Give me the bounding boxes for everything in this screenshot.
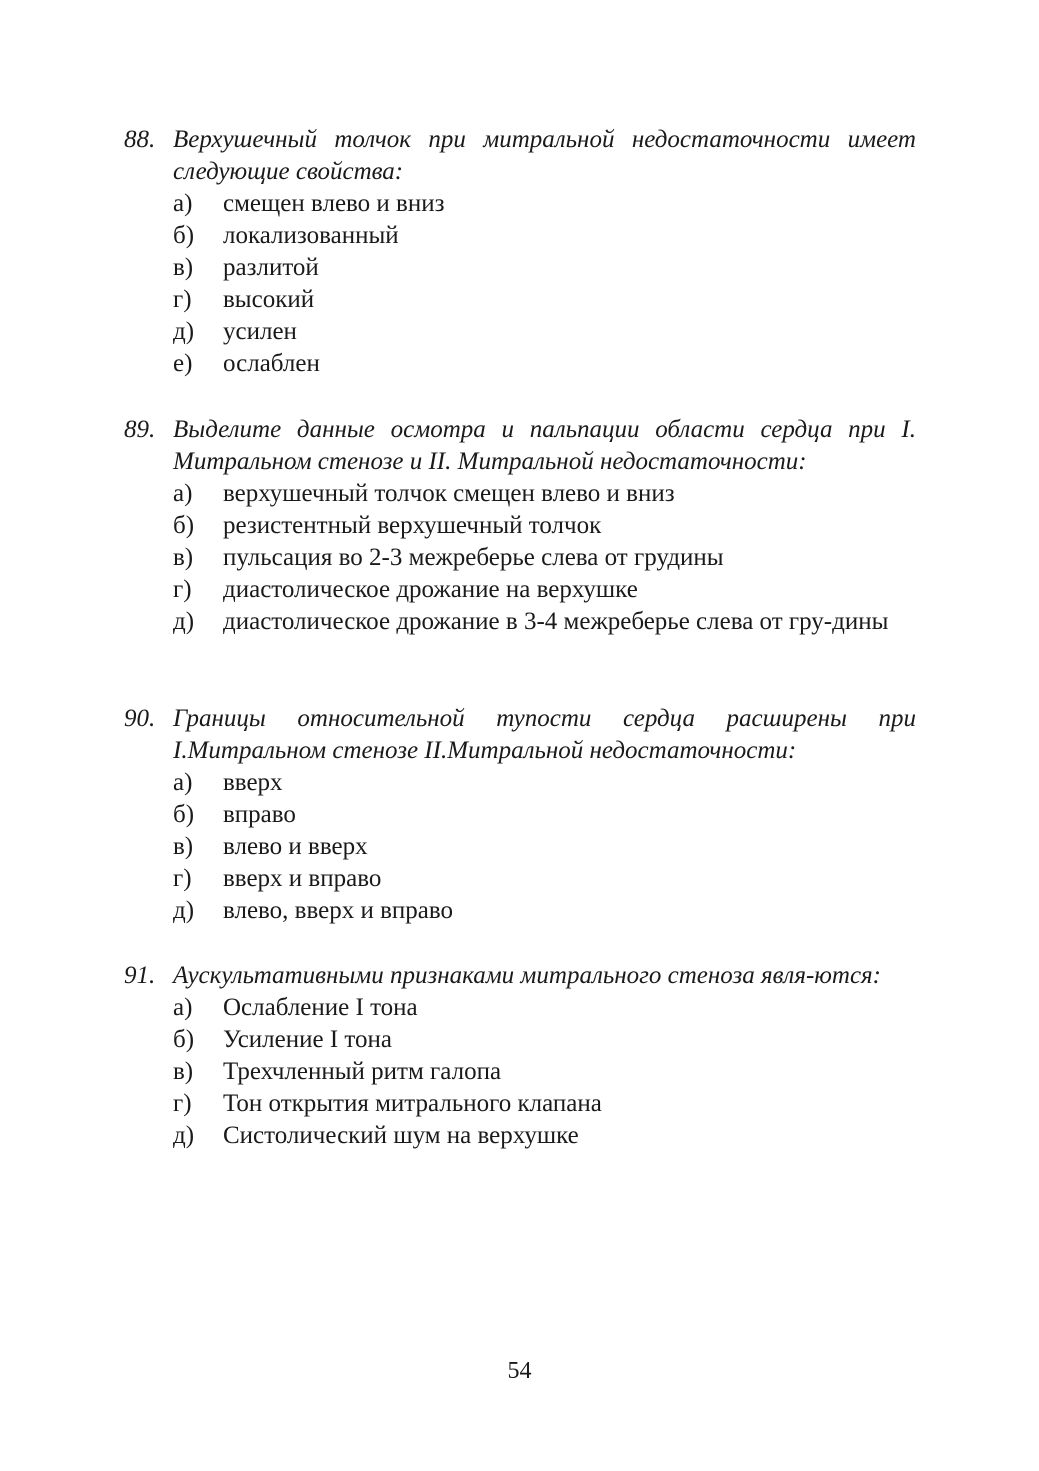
option-letter: а): [173, 769, 193, 796]
question-text: Выделите данные осмотра и пальпации области сердца при I. Митральном стенозе и II. Митральной недостаточности:: [173, 416, 916, 475]
option-text: вверх и вправо: [223, 865, 382, 892]
answer-option: [124, 606, 916, 638]
option-letter: е): [173, 350, 193, 377]
option-text: Тон открытия митрального клапана: [223, 1090, 602, 1117]
option-letter: г): [173, 865, 192, 892]
option-letter: б): [173, 801, 195, 828]
answer-option: [124, 863, 916, 895]
option-text: резистентный верхушечный толчок: [223, 512, 602, 539]
answer-option: [124, 1088, 916, 1120]
question-number: 88.: [124, 126, 156, 153]
question-header: [124, 703, 916, 767]
question-header: [124, 414, 916, 478]
answer-option: [124, 220, 916, 252]
option-letter: в): [173, 254, 194, 281]
answer-option: [124, 284, 916, 316]
option-letter: д): [173, 897, 195, 924]
option-letter: д): [173, 1122, 195, 1149]
option-text: высокий: [223, 286, 315, 313]
question-text: Границы относительной тупости сердца расширены при I.Митральном стенозе II.Митральной недостаточности:: [173, 705, 916, 764]
option-letter: г): [173, 576, 192, 603]
option-text: верхушечный толчок смещен влево и вниз: [223, 480, 675, 507]
answer-options: [124, 767, 916, 927]
option-text: Усиление I тона: [223, 1026, 392, 1053]
option-text: ослаблен: [223, 350, 320, 377]
answer-option: [124, 1024, 916, 1056]
option-letter: б): [173, 1026, 195, 1053]
question-text: Верхушечный толчок при митральной недостаточности имеет следующие свойства:: [173, 126, 916, 185]
option-text: Трехчленный ритм галопа: [223, 1058, 502, 1085]
option-letter: г): [173, 1090, 192, 1117]
answer-option: [124, 252, 916, 284]
answer-option: [124, 348, 916, 380]
answer-option: [124, 542, 916, 574]
answer-options: [124, 992, 916, 1152]
option-text: диастолическое дрожание в 3-4 межреберье слева от гру-дины: [223, 608, 889, 635]
option-text: влево и вверх: [223, 833, 368, 860]
option-text: пульсация во 2-3 межреберье слева от грудины: [223, 544, 724, 571]
option-letter: г): [173, 286, 192, 313]
option-text: локализованный: [223, 222, 399, 249]
option-letter: д): [173, 318, 195, 345]
page-number: 54: [507, 1358, 532, 1384]
option-letter: а): [173, 480, 193, 507]
question-88: [124, 124, 916, 380]
option-letter: д): [173, 608, 195, 635]
answer-option: [124, 895, 916, 927]
option-letter: в): [173, 544, 194, 571]
question-90: [124, 703, 916, 927]
question-header: [124, 124, 916, 188]
answer-option: [124, 478, 916, 510]
option-text: вправо: [223, 801, 296, 828]
answer-option: [124, 316, 916, 348]
option-letter: в): [173, 1058, 194, 1085]
question-header: [124, 960, 916, 992]
answer-option: [124, 799, 916, 831]
answer-options: [124, 188, 916, 380]
question-number: 90.: [124, 705, 156, 732]
option-letter: б): [173, 512, 195, 539]
answer-option: [124, 831, 916, 863]
option-text: влево, вверх и вправо: [223, 897, 454, 924]
option-text: Систолический шум на верхушке: [223, 1122, 579, 1149]
answer-options: [124, 478, 916, 638]
option-text: диастолическое дрожание на верхушке: [223, 576, 638, 603]
answer-option: [124, 1056, 916, 1088]
answer-option: [124, 510, 916, 542]
option-text: усилен: [223, 318, 297, 345]
answer-option: [124, 574, 916, 606]
question-number: 91.: [124, 962, 156, 989]
answer-option: [124, 188, 916, 220]
option-letter: а): [173, 994, 193, 1021]
question-89: [124, 414, 916, 638]
answer-option: [124, 767, 916, 799]
option-text: смещен влево и вниз: [223, 190, 445, 217]
option-text: разлитой: [223, 254, 319, 281]
option-letter: б): [173, 222, 195, 249]
option-text: Ослабление I тона: [223, 994, 418, 1021]
question-number: 89.: [124, 416, 156, 443]
option-letter: в): [173, 833, 194, 860]
option-letter: а): [173, 190, 193, 217]
answer-option: [124, 992, 916, 1024]
option-text: вверх: [223, 769, 283, 796]
answer-option: [124, 1120, 916, 1152]
question-91: [124, 960, 916, 1152]
question-text: Аускультативными признаками митрального стеноза явля-ются:: [173, 962, 881, 989]
